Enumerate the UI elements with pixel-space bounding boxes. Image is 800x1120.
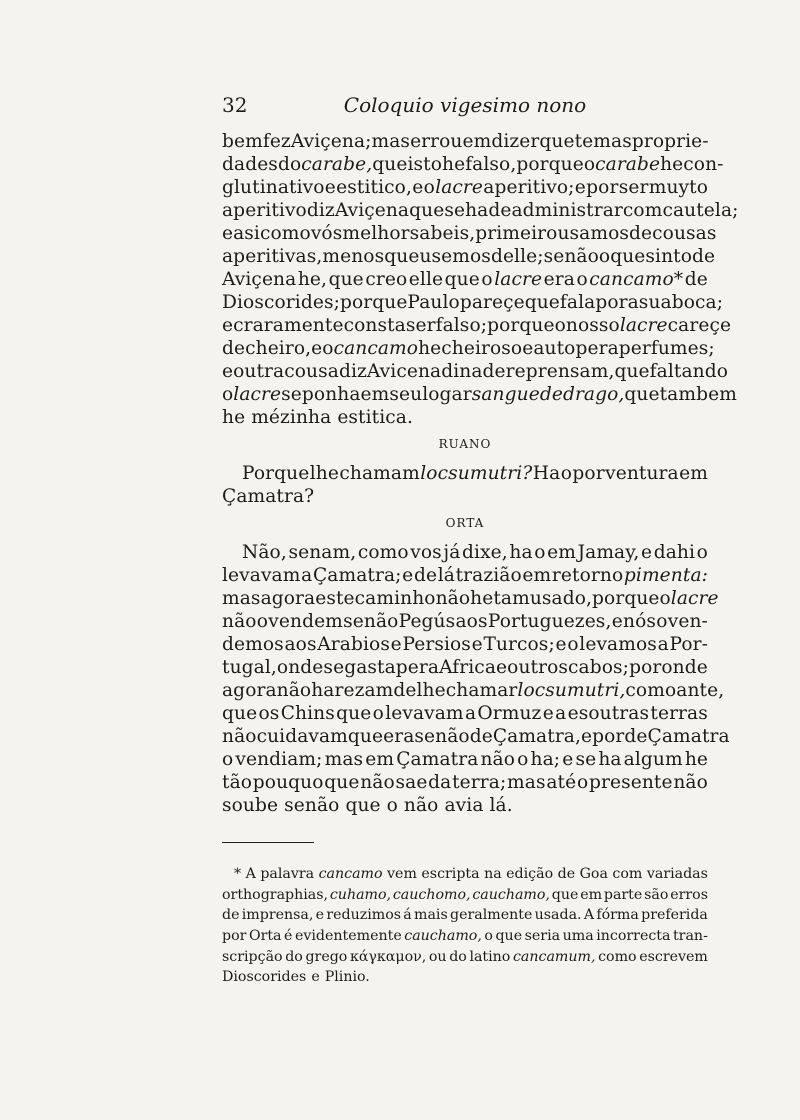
text-line: tugal, onde se gasta pera Africa e outros cabos; por onde bbox=[222, 657, 708, 678]
text-line: e outra cousa diz Avicena dina de reprensam, que faltando bbox=[222, 361, 729, 382]
running-title: Coloquio vigesimo nono bbox=[343, 93, 587, 117]
text-line: Çamatra? bbox=[222, 486, 315, 507]
text-line: aperitivo diz Aviçena que se ha de administrar com cautela; bbox=[222, 200, 739, 221]
paragraph-1 bbox=[222, 130, 739, 429]
paragraph-3 bbox=[222, 541, 730, 817]
text-line: mas agora este caminho não he tam usado, porque o lacre bbox=[222, 588, 719, 609]
text-line: tão pouquo que não sae da terra; mas até o presente não bbox=[222, 772, 708, 793]
text-line: e craramente consta ser falso; porque o nosso lacre careçe bbox=[222, 315, 732, 336]
text-line: o vendiam; mas em Çamatra não o ha; e se ha algum he bbox=[222, 749, 708, 770]
text-line: Aviçena he, que creo elle que o lacre era o cancamo* de bbox=[222, 269, 708, 290]
text-line: scripção do grego κάγκαμον, ou do latino cancamum, como escrevem bbox=[222, 948, 708, 965]
text-line: por Orta é evidentemente cauchamo, o que seria uma incorrecta tran- bbox=[222, 928, 708, 945]
text-line: dades do carabe, que isto he falso, porque o carabe he con- bbox=[222, 154, 724, 175]
footnote bbox=[222, 864, 708, 988]
text-line: de cheiro, e o cancamo he cheiroso e auto pera perfumes; bbox=[222, 338, 715, 359]
text-line: demos aos Arabios e Persios e Turcos; e o levamos a Por- bbox=[222, 634, 708, 655]
text-line: Dioscorides e Plinio. bbox=[222, 969, 370, 986]
text-line: Dioscorides; porque Paulo pareçe que fala por a sua boca; bbox=[222, 292, 724, 313]
text-line: e asi como vós melhor sabeis, primeiro usamos de cousas bbox=[222, 223, 717, 244]
speaker-ruano: RUANO bbox=[438, 437, 492, 451]
text-line: agora não ha rezam de lhe chamar locsumutri, como ante, bbox=[222, 680, 725, 701]
text-line: Não, senam, como vos já dixe, ha o em Jamay, e dahi o bbox=[242, 542, 708, 563]
text-line: não cuidavam que era senão de Çamatra, e por de Çamatra bbox=[222, 726, 730, 747]
text-line: orthographias, cuhamo, cauchomo, cauchamo, que em parte são erros bbox=[222, 886, 708, 903]
text-line: que os Chins que o levavam a Ormuz e a esoutras terras bbox=[222, 703, 708, 724]
footnote-rule bbox=[222, 842, 314, 843]
text-line: não o vendem senão Pegús aos Portuguezes, e nós o ven- bbox=[222, 611, 708, 632]
text-line: aperitivas, menos que usemos delle; senão o que sinto de bbox=[222, 246, 716, 267]
page-header bbox=[222, 93, 708, 121]
text-line: he mézinha estitica. bbox=[222, 407, 414, 428]
paragraph-2 bbox=[222, 462, 708, 508]
text-line: soube senão que o não avia lá. bbox=[222, 795, 513, 816]
text-line: de imprensa, e reduzimos á mais geralmente usada. A fórma preferida bbox=[222, 907, 708, 924]
text-line: * A palavra cancamo vem escripta na edição de Goa com variadas bbox=[234, 866, 708, 882]
body-text bbox=[222, 130, 739, 817]
text-line: Porque lhe chamam locsumutri? Ha o por ventura em bbox=[242, 463, 708, 484]
text-line: bem fez Aviçena; mas errou em dizer que tem as proprie- bbox=[222, 131, 709, 152]
page-number: 32 bbox=[222, 93, 248, 117]
text-line: levavam a Çamatra; e de lá trazião em retorno pimenta: bbox=[222, 565, 708, 586]
text-line: o lacre se ponha em seu logar sangue de drago, que tambem bbox=[222, 384, 737, 405]
speaker-orta: ORTA bbox=[445, 516, 485, 530]
text-line: glutinativo e estitico, e o lacre aperitivo; e por ser muyto bbox=[222, 177, 708, 198]
